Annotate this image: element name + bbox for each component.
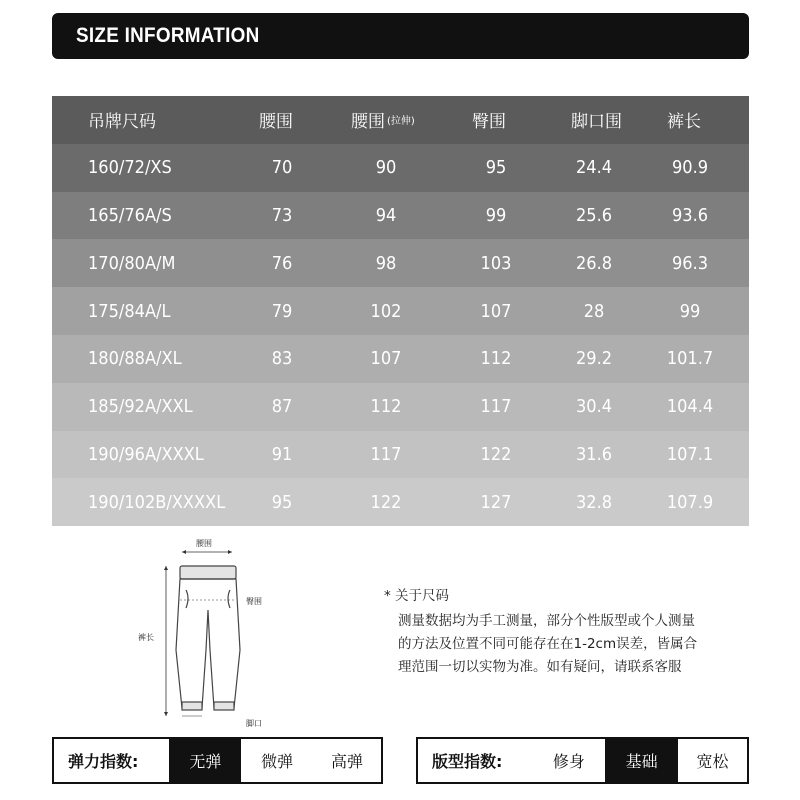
header-waist-stretched <box>351 96 443 144</box>
page-title: SIZE INFORMATION <box>76 24 260 47</box>
value-cell: 95 <box>485 157 507 179</box>
value-cell: 79 <box>271 300 293 322</box>
value-cell: 104.4 <box>666 396 714 418</box>
size-table <box>52 96 749 526</box>
diagram-hem-label: 脚口 <box>246 719 262 728</box>
table-row <box>52 239 749 287</box>
value-cell: 87 <box>271 396 293 418</box>
value-cell: 99 <box>485 204 507 226</box>
table-row <box>52 287 749 335</box>
size-cell: 190/96A/XXXL <box>88 443 204 465</box>
value-cell: 122 <box>370 491 402 513</box>
value-cell: 107.9 <box>666 491 714 513</box>
header-length: 裤长 <box>667 112 701 133</box>
table-row <box>52 192 749 240</box>
value-cell: 73 <box>271 204 293 226</box>
elasticity-label: 弹力指数: <box>68 752 139 771</box>
table-header-row <box>52 96 749 144</box>
value-cell: 32.8 <box>575 491 613 513</box>
notes-line: 理范围一切以实物为准。如有疑问，请联系客服 <box>398 659 682 675</box>
fit-label: 版型指数: <box>432 752 503 771</box>
value-cell: 112 <box>370 396 402 418</box>
notes-body <box>384 610 754 679</box>
fit-option-regular: 基础 <box>605 739 678 782</box>
value-cell: 90 <box>375 157 397 179</box>
value-cell: 101.7 <box>666 348 714 370</box>
fit-indicator <box>416 737 749 784</box>
value-cell: 98 <box>375 252 397 274</box>
value-cell: 26.8 <box>575 252 613 274</box>
size-cell: 175/84A/L <box>88 300 171 322</box>
value-cell: 112 <box>480 348 512 370</box>
value-cell: 127 <box>480 491 512 513</box>
header-hem: 脚口围 <box>571 112 622 133</box>
table-row <box>52 383 749 431</box>
pants-outline-icon <box>176 566 240 710</box>
header-tag-size: 吊牌尺码 <box>88 112 156 133</box>
notes-line: 测量数据均为手工测量，部分个性版型或个人测量 <box>398 613 695 629</box>
table-row <box>52 478 749 526</box>
value-cell: 107.1 <box>666 443 714 465</box>
value-cell: 93.6 <box>671 204 709 226</box>
value-cell: 30.4 <box>575 396 613 418</box>
header-waist: 腰围 <box>259 112 293 133</box>
value-cell: 107 <box>480 300 512 322</box>
size-notes <box>384 584 754 679</box>
elasticity-option-slight: 微弹 <box>261 752 294 771</box>
header-stretch-note: (拉伸) <box>387 116 415 128</box>
notes-title: * 关于尺码 <box>384 588 450 604</box>
value-cell: 31.6 <box>575 443 613 465</box>
value-cell: 107 <box>370 348 402 370</box>
diagram-hip-label: 臀围 <box>246 597 262 606</box>
value-cell: 117 <box>480 396 512 418</box>
header-hip: 臀围 <box>472 112 506 133</box>
size-cell: 185/92A/XXL <box>88 396 193 418</box>
value-cell: 24.4 <box>575 157 613 179</box>
fit-option-loose: 宽松 <box>696 752 729 771</box>
value-cell: 70 <box>271 157 293 179</box>
size-cell: 180/88A/XL <box>88 348 182 370</box>
diagram-waist-label: 腰围 <box>196 539 212 548</box>
size-cell: 170/80A/M <box>88 252 176 274</box>
value-cell: 25.6 <box>575 204 613 226</box>
diagram-length-label: 裤长 <box>138 633 154 642</box>
value-cell: 76 <box>271 252 293 274</box>
elasticity-option-high: 高弹 <box>331 752 364 771</box>
size-cell: 190/102B/XXXXL <box>88 491 226 513</box>
value-cell: 99 <box>679 300 701 322</box>
fit-option-slim: 修身 <box>552 752 585 771</box>
value-cell: 94 <box>375 204 397 226</box>
section-header <box>52 13 749 59</box>
notes-line: 的方法及位置不同可能存在在1-2cm误差，皆属合 <box>398 636 698 652</box>
size-cell: 160/72/XS <box>88 157 172 179</box>
value-cell: 102 <box>370 300 402 322</box>
value-cell: 29.2 <box>575 348 613 370</box>
value-cell: 103 <box>480 252 512 274</box>
value-cell: 83 <box>271 348 293 370</box>
value-cell: 91 <box>271 443 293 465</box>
value-cell: 96.3 <box>671 252 709 274</box>
value-cell: 117 <box>370 443 402 465</box>
header-waist-stretched-label: 腰围 <box>351 112 385 133</box>
pants-diagram <box>130 530 280 730</box>
value-cell: 95 <box>271 491 293 513</box>
value-cell: 28 <box>583 300 605 322</box>
table-row <box>52 335 749 383</box>
value-cell: 122 <box>480 443 512 465</box>
table-row <box>52 144 749 192</box>
table-row <box>52 431 749 479</box>
elasticity-option-none: 无弹 <box>169 739 241 782</box>
elasticity-indicator <box>52 737 383 784</box>
size-cell: 165/76A/S <box>88 204 172 226</box>
value-cell: 90.9 <box>671 157 709 179</box>
